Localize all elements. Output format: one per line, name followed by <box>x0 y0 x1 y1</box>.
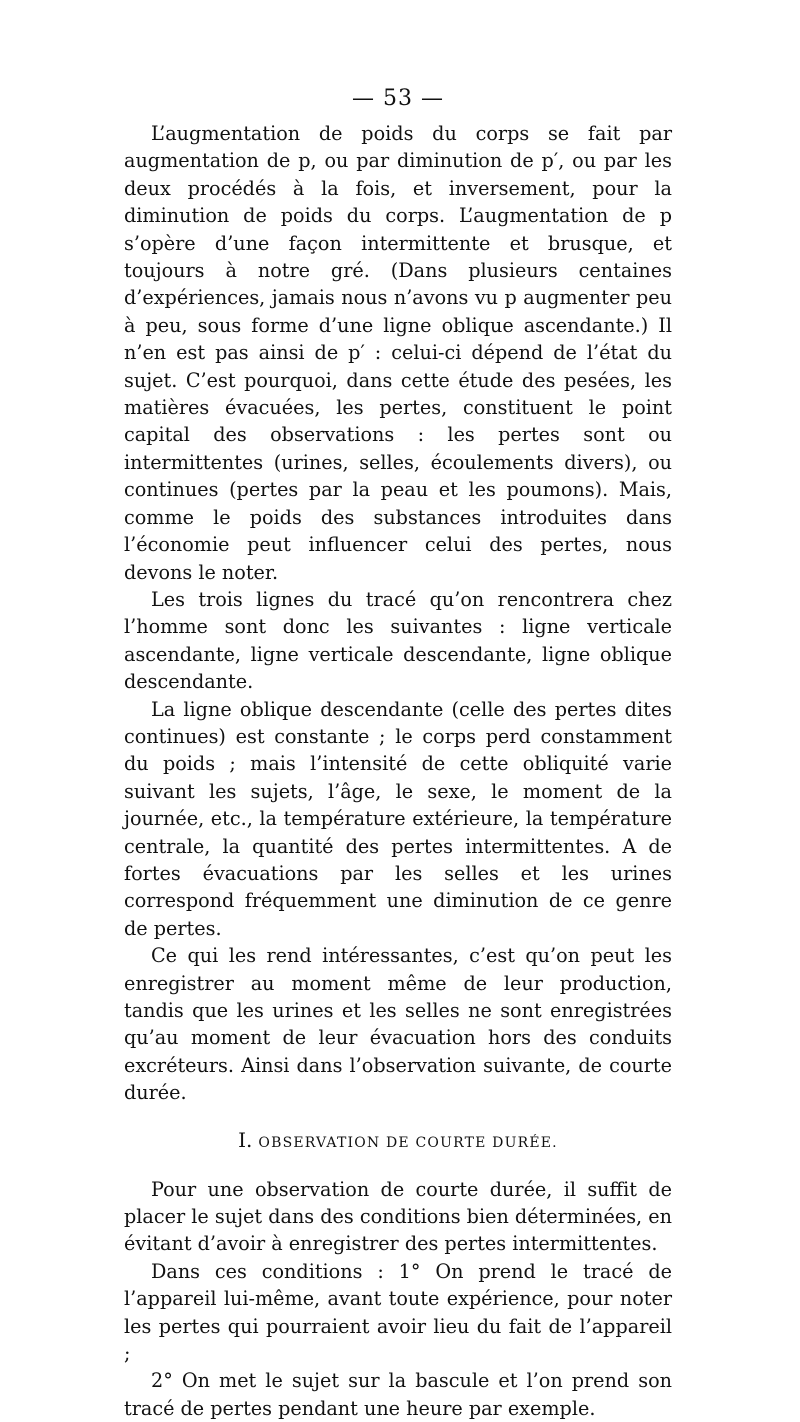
paragraph-oblique-line: La ligne oblique descendante (celle des pertes dites continues) est constante ; le corps perd constamment du poids ; mais l’intensité de cette obliquité varie suivant les sujets, l’âge, le sexe, le moment de la journée, etc., la température extérieure, la température centrale, la quantité des pertes intermittentes. A de fortes évacuations par les selles et les urines correspond fréquemment une diminution de ce genre de pertes. <box>124 697 672 940</box>
paragraph-weight-variation: L’augmentation de poids du corps se fait par augmentation de p, ou par diminution de p′, ou par les deux procédés à la fois, et inversement, pour la diminution de poids du corps. L’augmentation de p s’opère d’une façon intermittente et brusque, et toujours à notre gré. (Dans plusieurs centaines d’expériences, jamais nous n’avons vu p augmenter peu à peu, sous forme d’une ligne oblique ascendante.) Il n’en est pas ainsi de p′ : celui-ci dépend de l’état du sujet. C’est pourquoi, dans cette étude des pesées, les matières évacuées, les pertes, constituent le point capital des observations : les pertes sont ou intermittentes (urines, selles, écoulements divers), ou continues (pertes par la peau et les poumons). Mais, comme le poids des substances introduites dans l’économie peut influencer celui des pertes, nous devons le noter. <box>124 122 672 584</box>
section-title: OBSERVATION DE COURTE DURÉE. <box>258 1134 558 1151</box>
page-number: — 53 — <box>352 86 444 111</box>
section-number: I. <box>238 1127 253 1152</box>
paragraph-three-lines: Les trois lignes du tracé qu’on rencontrera chez l’homme sont donc les suivantes : ligne verticale ascendante, ligne verticale descendante, ligne oblique descendante. <box>124 587 672 694</box>
section-heading <box>124 1127 672 1156</box>
paragraph-recording: Ce qui les rend intéressantes, c’est qu’on peut les enregistrer au moment même de leur production, tandis que les urines et les selles ne sont enregistrées qu’au moment de leur évacuation hors des conduits excréteurs. Ainsi dans l’observation suivante, de courte durée. <box>124 944 672 1105</box>
paragraph-conditions: Dans ces conditions : 1° On prend le tracé de l’appareil lui-même, avant toute expérience, pour noter les pertes qui pourraient avoir lieu du fait de l’appareil ; <box>124 1259 672 1366</box>
book-page <box>124 84 672 1422</box>
paragraph-scale: 2° On met le sujet sur la bascule et l’on prend son tracé de pertes pendant une heure par exemple. <box>124 1369 672 1420</box>
paragraph-short-observation: Pour une observation de courte durée, il suffit de placer le sujet dans des conditions bien déterminées, en évitant d’avoir à enregistrer des pertes intermittentes. <box>124 1177 672 1256</box>
